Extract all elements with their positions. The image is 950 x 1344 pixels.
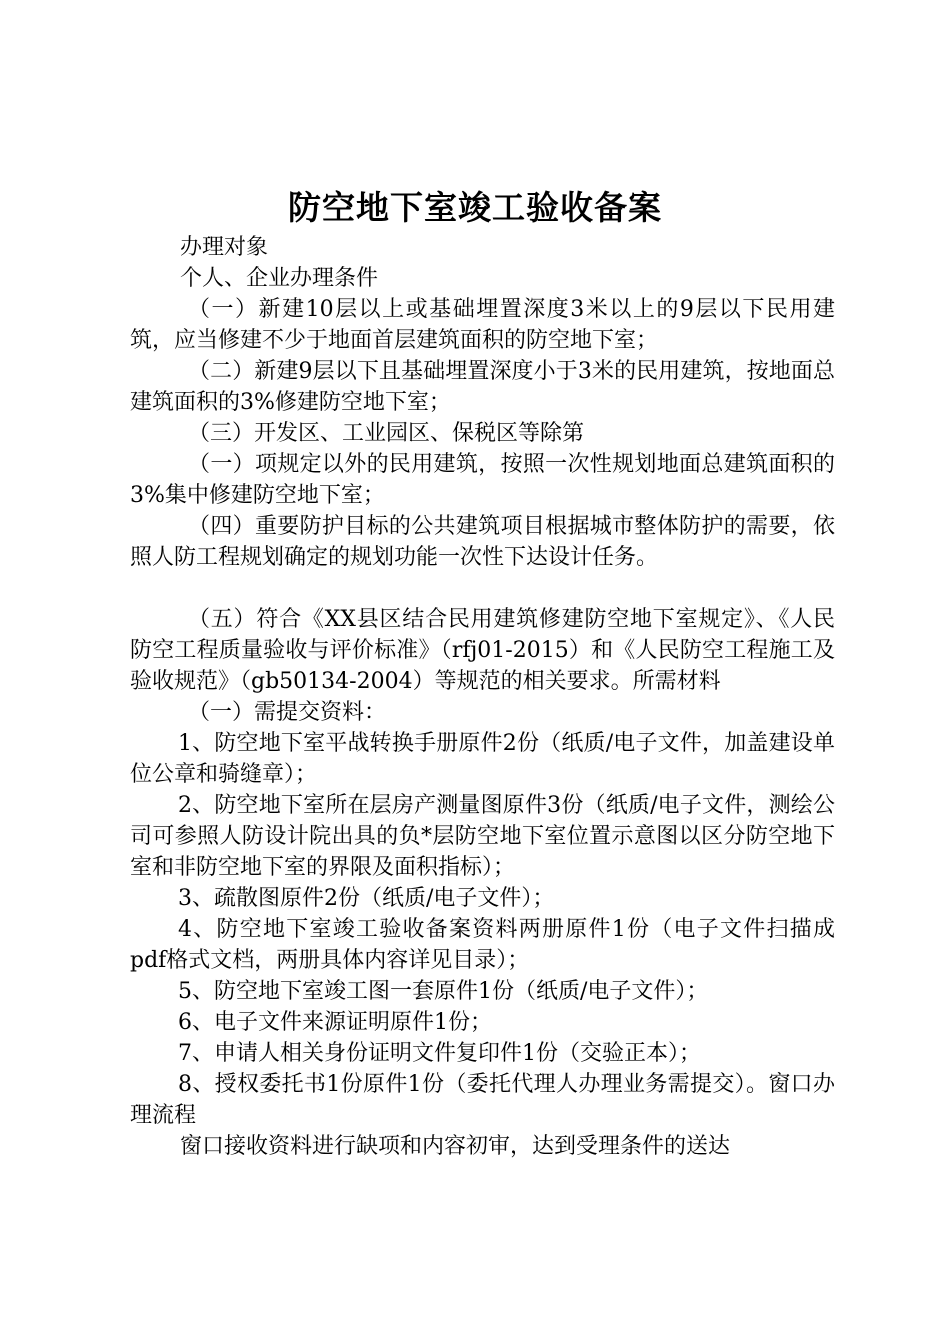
- paragraph-material-5: 5、防空地下室竣工图一套原件1份（纸质/电子文件）；: [178, 979, 709, 1004]
- paragraph-material-8: 8、授权委托书1份原件1份（委托代理人办理业务需提交）。窗口办理流程: [130, 1072, 835, 1128]
- paragraph-material-7: 7、申请人相关身份证明文件复印件1份（交验正本）；: [178, 1041, 701, 1066]
- paragraph-condition-5: （五）符合《XX县区结合民用建筑修建防空地下室规定》、《人民防空工程质量验收与评价标准》（rfj01-2015）和《人民防空工程施工及验收规范》（gb50134-2004）等规范的相关要求。所需材料: [130, 607, 835, 694]
- paragraph-material-4: 4、防空地下室竣工验收备案资料两册原件1份（电子文件扫描成pdf格式文档，两册具体内容详见目录）；: [130, 917, 835, 973]
- paragraph-handling-object: 办理对象: [180, 235, 269, 260]
- paragraph-material-2: 2、防空地下室所在层房产测量图原件3份（纸质/电子文件，测绘公司可参照人防设计院出具的负*层防空地下室位置示意图以区分防空地下室和非防空地下室的界限及面积指标）；: [130, 793, 835, 880]
- paragraph-materials-heading: （一）需提交资料：: [188, 700, 387, 725]
- paragraph-handling-conditions: 个人、企业办理条件: [180, 266, 379, 291]
- paragraph-condition-2: （二）新建9层以下且基础埋置深度小于3米的民用建筑，按地面总建筑面积的3%修建防空地下室；: [130, 359, 835, 415]
- paragraph-spacer: [130, 573, 835, 604]
- paragraph-condition-1: （一）新建10层以上或基础埋置深度3米以上的9层以下民用建筑，应当修建不少于地面首层建筑面积的防空地下室；: [130, 297, 835, 353]
- paragraph-window-process: 窗口接收资料进行缺项和内容初审，达到受理条件的送达: [180, 1134, 731, 1159]
- paragraph-material-6: 6、电子文件来源证明原件1份；: [178, 1010, 492, 1035]
- paragraph-material-1: 1、防空地下室平战转换手册原件2份（纸质/电子文件，加盖建设单位公章和骑缝章）；: [130, 731, 835, 787]
- paragraph-condition-4: （四）重要防护目标的公共建筑项目根据城市整体防护的需要，依照人防工程规划确定的规划功能一次性下达设计任务。: [130, 514, 835, 570]
- paragraph-condition-3: （三）开发区、工业园区、保税区等除第: [188, 421, 585, 446]
- paragraph-condition-3-cont: （一）项规定以外的民用建筑，按照一次性规划地面总建筑面积的3%集中修建防空地下室；: [130, 452, 835, 508]
- document-body: [130, 232, 835, 1162]
- document-title: 防空地下室竣工验收备案: [288, 188, 662, 227]
- paragraph-material-3: 3、疏散图原件2份（纸质/电子文件）；: [178, 886, 555, 911]
